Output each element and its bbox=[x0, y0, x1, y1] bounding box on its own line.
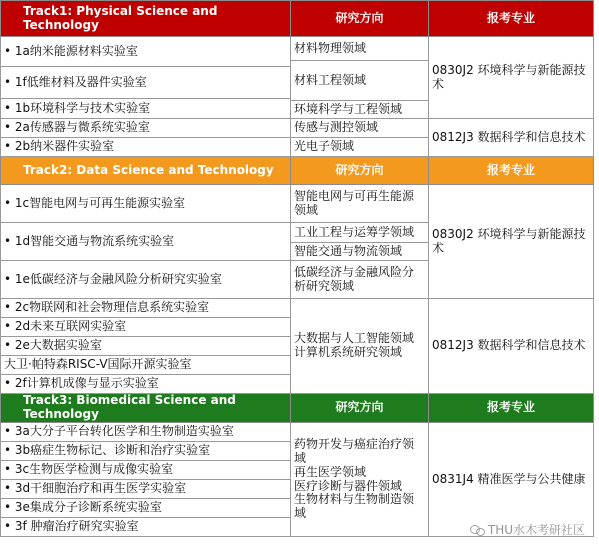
track1-title: Track1: Physical Science and Technology bbox=[1, 1, 291, 37]
track1-header-row bbox=[1, 1, 594, 37]
direction-cell: 材料工程领域 bbox=[291, 61, 429, 101]
table-row bbox=[1, 423, 594, 442]
table-row bbox=[1, 37, 594, 61]
major-cell: 0812J3 数据科学和信息技术 bbox=[429, 119, 594, 157]
lab-cell: • 2c物联网和社会物理信息系统实验室 bbox=[1, 299, 291, 318]
lab-cell: • 3d干细胞治疗和再生医学实验室 bbox=[1, 480, 291, 499]
wechat-icon bbox=[470, 524, 484, 536]
lab-cell: • 3b癌症生物标记、诊断和治疗实验室 bbox=[1, 442, 291, 461]
table-row bbox=[1, 299, 594, 318]
lab-cell: • 2b纳米器件实验室 bbox=[1, 138, 291, 157]
lab-cell: • 2e大数据实验室 bbox=[1, 337, 291, 356]
lab-cell: • 1e低碳经济与金融风险分析研究实验室 bbox=[1, 261, 291, 299]
direction-line: 再生医学领域 bbox=[294, 464, 367, 479]
track2-title: Track2: Data Science and Technology bbox=[1, 157, 291, 185]
lab-cell: • 1d智能交通与物流系统实验室 bbox=[1, 223, 291, 261]
track3-header-row bbox=[1, 394, 594, 423]
table-row bbox=[1, 119, 594, 138]
lab-cell: • 2f计算机成像与显示实验室 bbox=[1, 375, 291, 394]
major-cell: 0830J2 环境科学与新能源技术 bbox=[429, 185, 594, 299]
lab-cell: • 2a传感器与微系统实验室 bbox=[1, 119, 291, 138]
watermark bbox=[470, 521, 585, 538]
watermark-text: THU水木考研社区 bbox=[487, 523, 585, 537]
lab-cell: • 1a纳米能源材料实验室 bbox=[1, 37, 291, 67]
direction-cell: 智能电网与可再生能源领域 bbox=[291, 185, 429, 223]
track3-major-header: 报考专业 bbox=[429, 394, 594, 423]
direction-cell bbox=[291, 423, 429, 537]
table-row bbox=[1, 185, 594, 223]
track1-direction-header: 研究方向 bbox=[291, 1, 429, 37]
direction-cell: 传感与测控领域 bbox=[291, 119, 429, 138]
track2-direction-header: 研究方向 bbox=[291, 157, 429, 185]
lab-cell: • 1f低维材料及器件实验室 bbox=[1, 67, 291, 99]
lab-cell: • 1c智能电网与可再生能源实验室 bbox=[1, 185, 291, 223]
lab-cell: 大卫·帕特森RISC-V国际开源实验室 bbox=[1, 356, 291, 375]
direction-line: 药物开发与癌症治疗领域 bbox=[294, 437, 415, 465]
direction-cell: 智能交通与物流领域 bbox=[291, 243, 429, 261]
lab-cell: • 3a大分子平台转化医学和生物制造实验室 bbox=[1, 423, 291, 442]
lab-cell: • 3c生物医学检测与成像实验室 bbox=[1, 461, 291, 480]
lab-cell: • 2d未来互联网实验室 bbox=[1, 318, 291, 337]
major-cell: 0830J2 环境科学与新能源技术 bbox=[429, 37, 594, 119]
track3-direction-header: 研究方向 bbox=[291, 394, 429, 423]
direction-line: 生物材料与生物制造领域 bbox=[294, 492, 415, 521]
direction-cell bbox=[291, 299, 429, 394]
track2-header-row bbox=[1, 157, 594, 185]
direction-cell: 环境科学与工程领域 bbox=[291, 101, 429, 119]
direction-cell: 光电子领域 bbox=[291, 138, 429, 157]
track2-major-header: 报考专业 bbox=[429, 157, 594, 185]
lab-cell: • 3f 肿瘤治疗研究实验室 bbox=[1, 518, 291, 537]
lab-cell: • 1b环境科学与技术实验室 bbox=[1, 99, 291, 119]
lab-cell: • 3e集成分子诊断系统实验室 bbox=[1, 499, 291, 518]
direction-cell: 低碳经济与金融风险分析研究领域 bbox=[291, 261, 429, 299]
direction-cell: 材料物理领域 bbox=[291, 37, 429, 61]
direction-cell: 工业工程与运筹学领域 bbox=[291, 223, 429, 243]
major-cell: 0831J4 精准医学与公共健康 bbox=[429, 423, 594, 537]
direction-line: 医疗诊断与器件领域 bbox=[294, 478, 403, 493]
major-cell: 0812J3 数据科学和信息技术 bbox=[429, 299, 594, 394]
direction-line: 大数据与人工智能领域 bbox=[294, 331, 415, 346]
direction-line: 计算机系统研究领域 bbox=[294, 345, 403, 359]
track3-title: Track3: Biomedical Science and Technology bbox=[1, 394, 291, 423]
track1-major-header: 报考专业 bbox=[429, 1, 594, 37]
